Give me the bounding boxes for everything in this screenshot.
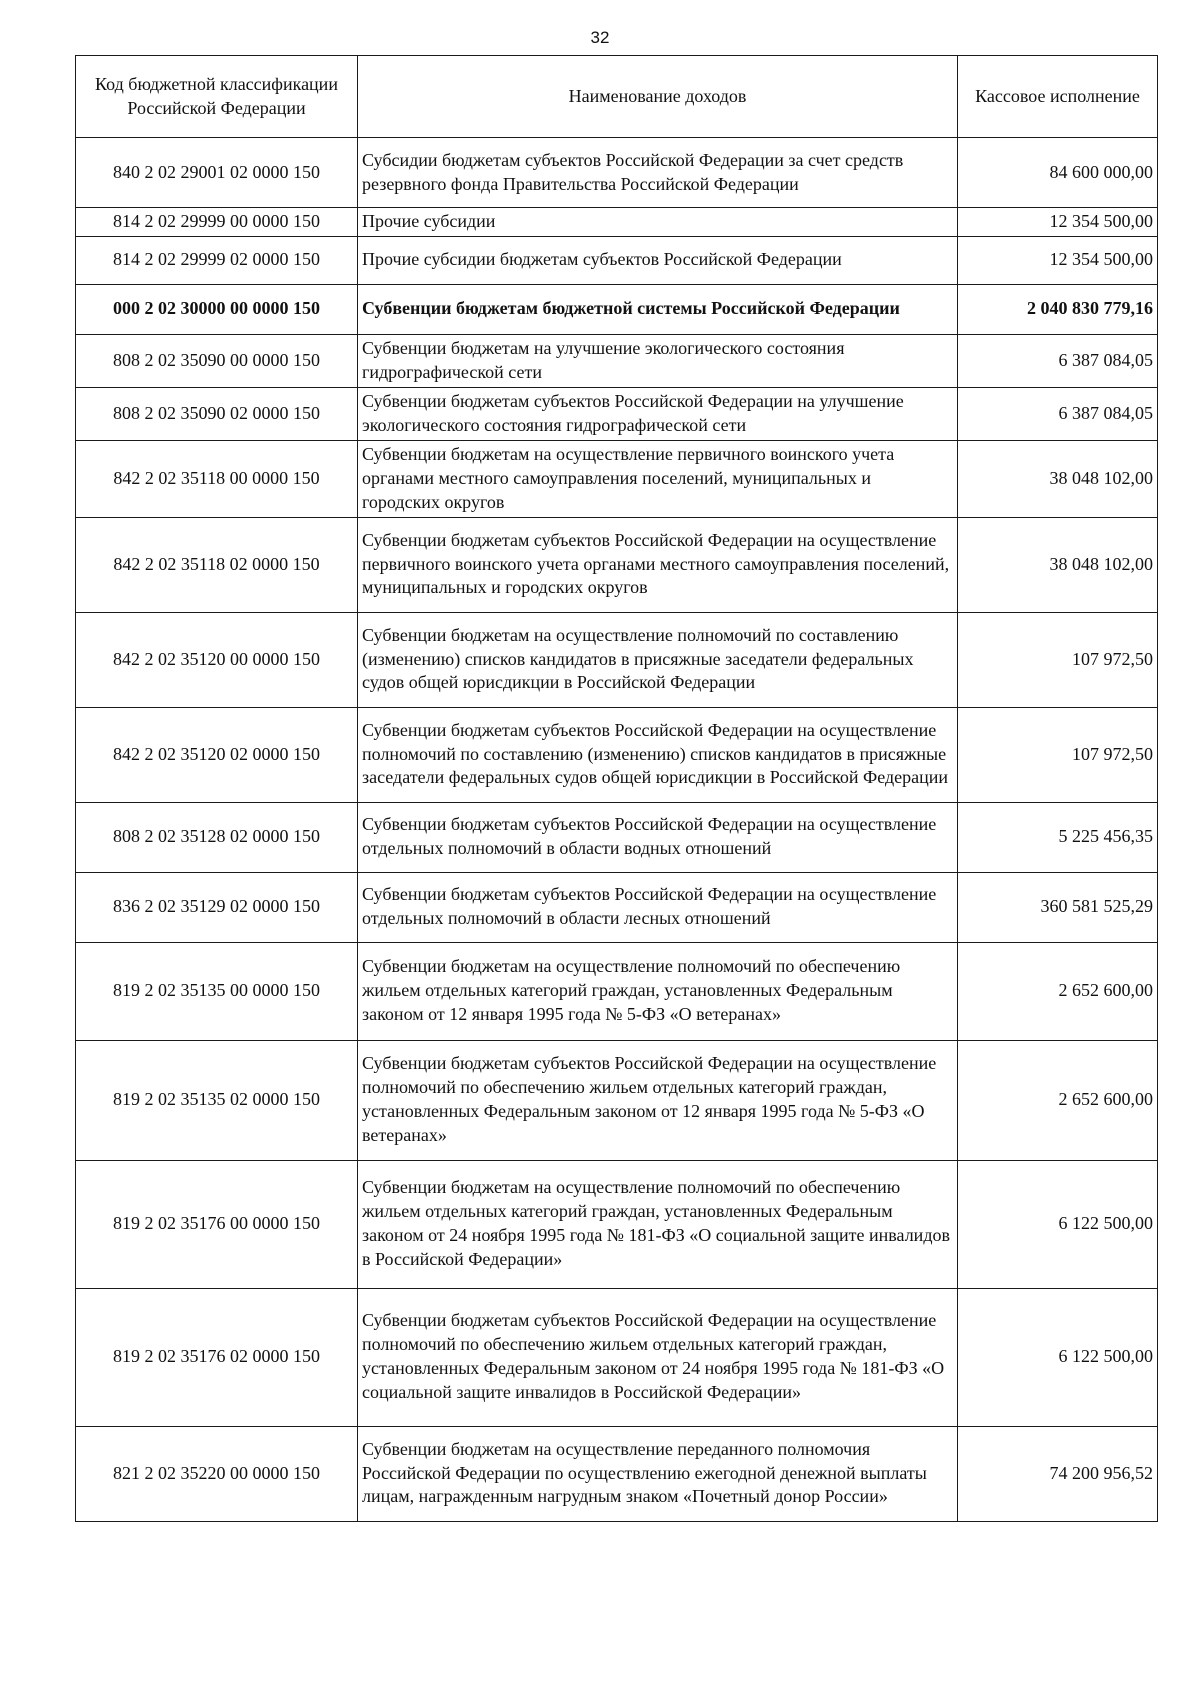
row-cash-execution: 74 200 956,52	[958, 1426, 1158, 1521]
row-cash-execution: 2 652 600,00	[958, 1040, 1158, 1160]
row-budget-code: 840 2 02 29001 02 0000 150	[76, 138, 358, 208]
row-budget-code: 808 2 02 35128 02 0000 150	[76, 802, 358, 872]
row-cash-execution: 6 122 500,00	[958, 1288, 1158, 1426]
row-cash-execution: 6 122 500,00	[958, 1160, 1158, 1288]
row-cash-execution: 12 354 500,00	[958, 236, 1158, 284]
table-row	[76, 1160, 1158, 1288]
row-revenue-name: Прочие субсидии бюджетам субъектов Российской Федерации	[358, 236, 958, 284]
header-budget-code: Код бюджетной классификации Российской Федерации	[76, 56, 358, 138]
row-cash-execution: 107 972,50	[958, 707, 1158, 802]
row-revenue-name: Субвенции бюджетам субъектов Российской Федерации на улучшение экологического состояния гидрографической сети	[358, 387, 958, 440]
row-cash-execution: 107 972,50	[958, 612, 1158, 707]
row-cash-execution: 2 652 600,00	[958, 942, 1158, 1040]
table-row	[76, 208, 1158, 237]
row-cash-execution: 12 354 500,00	[958, 208, 1158, 237]
row-cash-execution: 6 387 084,05	[958, 334, 1158, 387]
row-cash-execution: 38 048 102,00	[958, 440, 1158, 517]
row-revenue-name: Субвенции бюджетам субъектов Российской Федерации на осуществление полномочий по обеспечению жильем отдельных категорий граждан, установленных Федеральным законом от 24 ноября 1995 года № 181-ФЗ «О социальной защите инвалидов в Российской Федерации»	[358, 1288, 958, 1426]
row-budget-code: 821 2 02 35220 00 0000 150	[76, 1426, 358, 1521]
row-revenue-name: Субвенции бюджетам субъектов Российской Федерации на осуществление отдельных полномочий в области лесных отношений	[358, 872, 958, 942]
table-header	[76, 56, 1158, 138]
row-revenue-name: Субсидии бюджетам субъектов Российской Федерации за счет средств резервного фонда Правительства Российской Федерации	[358, 138, 958, 208]
row-budget-code: 819 2 02 35135 02 0000 150	[76, 1040, 358, 1160]
table-row	[76, 284, 1158, 334]
table-header-row	[76, 56, 1158, 138]
row-budget-code: 819 2 02 35176 02 0000 150	[76, 1288, 358, 1426]
row-revenue-name: Субвенции бюджетам на осуществление переданного полномочия Российской Федерации по осуществлению ежегодной денежной выплаты лицам, награжденным нагрудным знаком «Почетный донор России»	[358, 1426, 958, 1521]
row-budget-code: 819 2 02 35176 00 0000 150	[76, 1160, 358, 1288]
row-revenue-name: Субвенции бюджетам на осуществление полномочий по обеспечению жильем отдельных категорий граждан, установленных Федеральным законом от 12 января 1995 года № 5-ФЗ «О ветеранах»	[358, 942, 958, 1040]
row-revenue-name: Субвенции бюджетам субъектов Российской Федерации на осуществление отдельных полномочий в области водных отношений	[358, 802, 958, 872]
table-row	[76, 334, 1158, 387]
table-row	[76, 138, 1158, 208]
row-budget-code: 819 2 02 35135 00 0000 150	[76, 942, 358, 1040]
row-budget-code: 842 2 02 35118 02 0000 150	[76, 517, 358, 612]
revenue-table	[75, 55, 1158, 1522]
table-row	[76, 387, 1158, 440]
row-revenue-name: Субвенции бюджетам на осуществление первичного воинского учета органами местного самоуправления поселений, муниципальных и городских округов	[358, 440, 958, 517]
row-budget-code: 842 2 02 35118 00 0000 150	[76, 440, 358, 517]
row-cash-execution: 6 387 084,05	[958, 387, 1158, 440]
row-revenue-name: Субвенции бюджетам на осуществление полномочий по обеспечению жильем отдельных категорий граждан, установленных Федеральным законом от 24 ноября 1995 года № 181-ФЗ «О социальной защите инвалидов в Российской Федерации»	[358, 1160, 958, 1288]
row-cash-execution: 360 581 525,29	[958, 872, 1158, 942]
row-revenue-name: Субвенции бюджетам на улучшение экологического состояния гидрографической сети	[358, 334, 958, 387]
table-body	[76, 138, 1158, 1522]
page-number: 32	[590, 28, 610, 47]
table-row	[76, 707, 1158, 802]
row-cash-execution: 2 040 830 779,16	[958, 284, 1158, 334]
table-row	[76, 942, 1158, 1040]
row-revenue-name: Субвенции бюджетам субъектов Российской Федерации на осуществление первичного воинского учета органами местного самоуправления поселений, муниципальных и городских округов	[358, 517, 958, 612]
table-row	[76, 440, 1158, 517]
table-row	[76, 236, 1158, 284]
row-revenue-name: Прочие субсидии	[358, 208, 958, 237]
table-row	[76, 1426, 1158, 1521]
row-budget-code: 808 2 02 35090 00 0000 150	[76, 334, 358, 387]
row-revenue-name: Субвенции бюджетам бюджетной системы Российской Федерации	[358, 284, 958, 334]
row-cash-execution: 5 225 456,35	[958, 802, 1158, 872]
header-revenue-name: Наименование доходов	[358, 56, 958, 138]
table-row	[76, 1040, 1158, 1160]
table-row	[76, 802, 1158, 872]
row-cash-execution: 84 600 000,00	[958, 138, 1158, 208]
row-cash-execution: 38 048 102,00	[958, 517, 1158, 612]
row-budget-code: 814 2 02 29999 00 0000 150	[76, 208, 358, 237]
table-row	[76, 872, 1158, 942]
row-budget-code: 808 2 02 35090 02 0000 150	[76, 387, 358, 440]
row-budget-code: 836 2 02 35129 02 0000 150	[76, 872, 358, 942]
row-budget-code: 000 2 02 30000 00 0000 150	[76, 284, 358, 334]
row-budget-code: 842 2 02 35120 00 0000 150	[76, 612, 358, 707]
row-revenue-name: Субвенции бюджетам на осуществление полномочий по составлению (изменению) списков кандидатов в присяжные заседатели федеральных судов общей юрисдикции в Российской Федерации	[358, 612, 958, 707]
table-row	[76, 612, 1158, 707]
row-budget-code: 814 2 02 29999 02 0000 150	[76, 236, 358, 284]
row-revenue-name: Субвенции бюджетам субъектов Российской Федерации на осуществление полномочий по составлению (изменению) списков кандидатов в присяжные заседатели федеральных судов общей юрисдикции в Российской Федерации	[358, 707, 958, 802]
row-budget-code: 842 2 02 35120 02 0000 150	[76, 707, 358, 802]
table-row	[76, 1288, 1158, 1426]
row-revenue-name: Субвенции бюджетам субъектов Российской Федерации на осуществление полномочий по обеспечению жильем отдельных категорий граждан, установленных Федеральным законом от 12 января 1995 года № 5-ФЗ «О ветеранах»	[358, 1040, 958, 1160]
header-cash-execution: Кассовое исполнение	[958, 56, 1158, 138]
table-row	[76, 517, 1158, 612]
